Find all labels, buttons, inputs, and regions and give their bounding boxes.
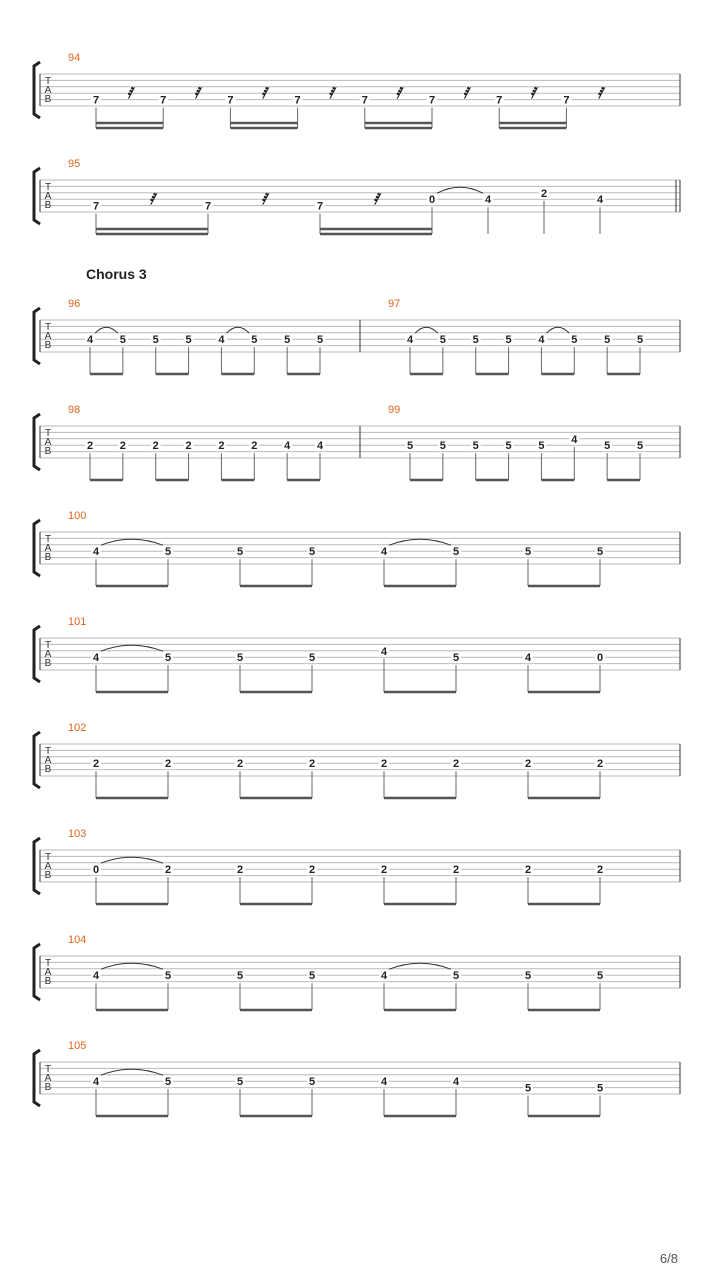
fret-number: 4 bbox=[380, 645, 388, 658]
system-bracket bbox=[34, 1050, 40, 1106]
system bbox=[34, 616, 680, 692]
fret-number: 5 bbox=[164, 652, 172, 665]
system-bracket bbox=[34, 626, 40, 682]
fret-number: 7 bbox=[160, 94, 167, 107]
rest-symbol: 𝅀 bbox=[597, 85, 603, 102]
system bbox=[34, 158, 680, 234]
fret-number: 4 bbox=[92, 652, 100, 665]
system-bracket bbox=[34, 168, 40, 224]
fret-number: 5 bbox=[236, 970, 244, 983]
fret-number: 4 bbox=[92, 1076, 100, 1089]
fret-number: 4 bbox=[538, 334, 545, 347]
rest-symbol: 𝅀 bbox=[328, 85, 334, 102]
fret-number: 7 bbox=[428, 94, 436, 107]
tab-clef-letter: B bbox=[44, 870, 52, 881]
fret-number: 2 bbox=[119, 440, 126, 453]
tab-clef-letter: A bbox=[44, 861, 52, 872]
fret-number: 2 bbox=[380, 864, 388, 877]
rest-symbol: 𝅀 bbox=[373, 191, 379, 208]
fret-number: 5 bbox=[538, 440, 545, 453]
fret-number: 5 bbox=[636, 334, 644, 347]
rest-symbol: 𝅀 bbox=[126, 85, 133, 102]
measure-number: 103 bbox=[68, 828, 87, 840]
fret-number: 4 bbox=[380, 1076, 388, 1089]
tab-clef-letter: B bbox=[44, 446, 52, 457]
measure-number: 101 bbox=[68, 616, 87, 628]
measure-number: 98 bbox=[68, 404, 81, 416]
tab-clef-letter: B bbox=[44, 200, 52, 211]
fret-number: 4 bbox=[596, 194, 604, 207]
tab-clef-letter: B bbox=[44, 976, 52, 987]
fret-number: 2 bbox=[308, 864, 316, 877]
fret-number: 5 bbox=[164, 546, 172, 559]
fret-number: 7 bbox=[294, 94, 301, 107]
fret-number: 4 bbox=[92, 546, 100, 559]
fret-number: 5 bbox=[596, 1082, 604, 1095]
fret-number: 5 bbox=[152, 334, 159, 347]
tab-clef-letter: A bbox=[44, 967, 52, 978]
fret-number: 5 bbox=[236, 546, 244, 559]
fret-number: 5 bbox=[236, 1076, 244, 1089]
tab-clef-letter: A bbox=[44, 1073, 52, 1084]
system bbox=[34, 52, 680, 128]
section-label: Chorus 3 bbox=[86, 266, 147, 282]
fret-number: 5 bbox=[164, 970, 172, 983]
fret-number: 2 bbox=[164, 864, 172, 877]
rest-symbol: 𝅀 bbox=[261, 191, 267, 208]
fret-number: 2 bbox=[308, 758, 316, 771]
fret-number: 7 bbox=[496, 94, 503, 107]
fret-number: 0 bbox=[596, 652, 604, 665]
fret-number: 5 bbox=[308, 546, 316, 559]
fret-number: 7 bbox=[92, 200, 100, 213]
system bbox=[34, 510, 680, 586]
fret-number: 4 bbox=[380, 970, 388, 983]
fret-number: 5 bbox=[308, 970, 316, 983]
tab-clef-letter: T bbox=[44, 182, 52, 193]
rest-symbol: 𝅀 bbox=[530, 85, 536, 102]
fret-number: 7 bbox=[227, 94, 234, 107]
fret-number: 7 bbox=[92, 94, 100, 107]
fret-number: 5 bbox=[524, 970, 532, 983]
fret-number: 5 bbox=[524, 1082, 532, 1095]
tab-clef-letter: A bbox=[44, 437, 52, 448]
system-bracket bbox=[34, 520, 40, 576]
fret-number: 2 bbox=[251, 440, 258, 453]
measure-number: 96 bbox=[68, 298, 81, 310]
fret-number: 2 bbox=[540, 187, 548, 200]
fret-number: 7 bbox=[204, 200, 212, 213]
fret-number: 4 bbox=[484, 194, 492, 207]
fret-number: 5 bbox=[308, 1076, 316, 1089]
measure-number: 105 bbox=[68, 1040, 87, 1052]
tab-clef-letter: T bbox=[44, 852, 52, 863]
fret-number: 0 bbox=[428, 194, 436, 207]
tab-clef-letter: A bbox=[44, 649, 52, 660]
tab-clef-letter: B bbox=[44, 764, 52, 775]
fret-number: 5 bbox=[316, 334, 324, 347]
tab-clef-letter: A bbox=[44, 85, 52, 96]
rest-symbol: 𝅀 bbox=[194, 85, 200, 102]
fret-number: 4 bbox=[86, 334, 94, 347]
fret-number: 5 bbox=[596, 970, 604, 983]
fret-number: 2 bbox=[164, 758, 172, 771]
tab-clef-letter: B bbox=[44, 658, 52, 669]
tab-clef-letter: T bbox=[44, 322, 52, 333]
fret-number: 7 bbox=[563, 94, 570, 107]
tab-clef-letter: T bbox=[44, 428, 52, 439]
fret-number: 4 bbox=[284, 440, 291, 453]
tab-clef-letter: T bbox=[44, 640, 52, 651]
measure-number: 102 bbox=[68, 722, 87, 734]
measure-number: 100 bbox=[68, 510, 87, 522]
tab-clef-letter: B bbox=[44, 552, 52, 563]
rest-symbol: 𝅀 bbox=[261, 85, 267, 102]
measure-number: 104 bbox=[68, 934, 87, 946]
fret-number: 5 bbox=[505, 334, 512, 347]
fret-number: 5 bbox=[251, 334, 258, 347]
fret-number: 7 bbox=[316, 200, 324, 213]
fret-number: 5 bbox=[472, 334, 479, 347]
tab-clef-letter: B bbox=[44, 1082, 52, 1093]
fret-number: 2 bbox=[596, 864, 604, 877]
fret-number: 2 bbox=[92, 758, 100, 771]
fret-number: 4 bbox=[524, 652, 532, 665]
tab-clef-letter: T bbox=[44, 958, 52, 969]
fret-number: 2 bbox=[236, 864, 244, 877]
system-bracket bbox=[34, 732, 40, 788]
tab-clef-letter: A bbox=[44, 331, 52, 342]
fret-number: 5 bbox=[604, 334, 611, 347]
fret-number: 4 bbox=[571, 433, 578, 446]
fret-number: 5 bbox=[452, 652, 460, 665]
fret-number: 5 bbox=[406, 440, 414, 453]
fret-number: 2 bbox=[236, 758, 244, 771]
system-bracket bbox=[34, 62, 40, 118]
system-bracket bbox=[34, 308, 40, 364]
rest-symbol: 𝅀 bbox=[462, 85, 469, 102]
fret-number: 2 bbox=[380, 758, 388, 771]
system-bracket bbox=[34, 838, 40, 894]
fret-number: 5 bbox=[439, 440, 446, 453]
fret-number: 2 bbox=[152, 440, 159, 453]
fret-number: 5 bbox=[596, 546, 604, 559]
rest-symbol: 𝅀 bbox=[395, 85, 402, 102]
tab-clef-letter: T bbox=[44, 534, 52, 545]
page-number: 6/8 bbox=[659, 1251, 678, 1266]
tab-clef-letter: B bbox=[44, 94, 52, 105]
fret-number: 4 bbox=[218, 334, 225, 347]
tab-clef-letter: A bbox=[44, 755, 52, 766]
tie-arc bbox=[101, 1069, 163, 1075]
fret-number: 5 bbox=[524, 546, 532, 559]
system bbox=[34, 404, 680, 480]
fret-number: 7 bbox=[361, 94, 368, 107]
fret-number: 4 bbox=[380, 546, 388, 559]
fret-number: 4 bbox=[452, 1076, 460, 1089]
fret-number: 5 bbox=[439, 334, 446, 347]
fret-number: 4 bbox=[92, 970, 100, 983]
measure-number: 94 bbox=[68, 52, 81, 64]
system bbox=[34, 934, 680, 1010]
fret-number: 5 bbox=[284, 334, 291, 347]
fret-number: 5 bbox=[452, 546, 460, 559]
rest-symbol: 𝅀 bbox=[149, 191, 155, 208]
fret-number: 2 bbox=[524, 758, 532, 771]
system-bracket bbox=[34, 944, 40, 1000]
fret-number: 5 bbox=[604, 440, 611, 453]
tab-clef-letter: T bbox=[44, 746, 52, 757]
fret-number: 5 bbox=[571, 334, 578, 347]
fret-number: 4 bbox=[406, 334, 414, 347]
fret-number: 2 bbox=[185, 440, 192, 453]
fret-number: 2 bbox=[218, 440, 225, 453]
fret-number: 2 bbox=[452, 758, 460, 771]
measure-number: 97 bbox=[388, 298, 401, 310]
fret-number: 5 bbox=[308, 652, 316, 665]
fret-number: 5 bbox=[452, 970, 460, 983]
tab-clef-letter: T bbox=[44, 76, 52, 87]
fret-number: 2 bbox=[596, 758, 604, 771]
fret-number: 2 bbox=[524, 864, 532, 877]
fret-number: 5 bbox=[636, 440, 644, 453]
fret-number: 5 bbox=[185, 334, 192, 347]
tab-clef-letter: T bbox=[44, 1064, 52, 1075]
fret-number: 5 bbox=[472, 440, 479, 453]
fret-number: 5 bbox=[119, 334, 126, 347]
tab-clef-letter: A bbox=[44, 543, 52, 554]
measure-number: 99 bbox=[388, 404, 401, 416]
fret-number: 4 bbox=[316, 440, 324, 453]
measure-number: 95 bbox=[68, 158, 81, 170]
system bbox=[34, 722, 680, 798]
fret-number: 2 bbox=[86, 440, 94, 453]
system bbox=[34, 828, 680, 904]
tab-clef-letter: A bbox=[44, 191, 52, 202]
system bbox=[34, 1040, 680, 1116]
fret-number: 5 bbox=[505, 440, 512, 453]
system-bracket bbox=[34, 414, 40, 470]
fret-number: 2 bbox=[452, 864, 460, 877]
fret-number: 5 bbox=[236, 652, 244, 665]
fret-number: 5 bbox=[164, 1076, 172, 1089]
tab-clef-letter: B bbox=[44, 340, 52, 351]
fret-number: 0 bbox=[92, 864, 100, 877]
system bbox=[34, 266, 680, 374]
